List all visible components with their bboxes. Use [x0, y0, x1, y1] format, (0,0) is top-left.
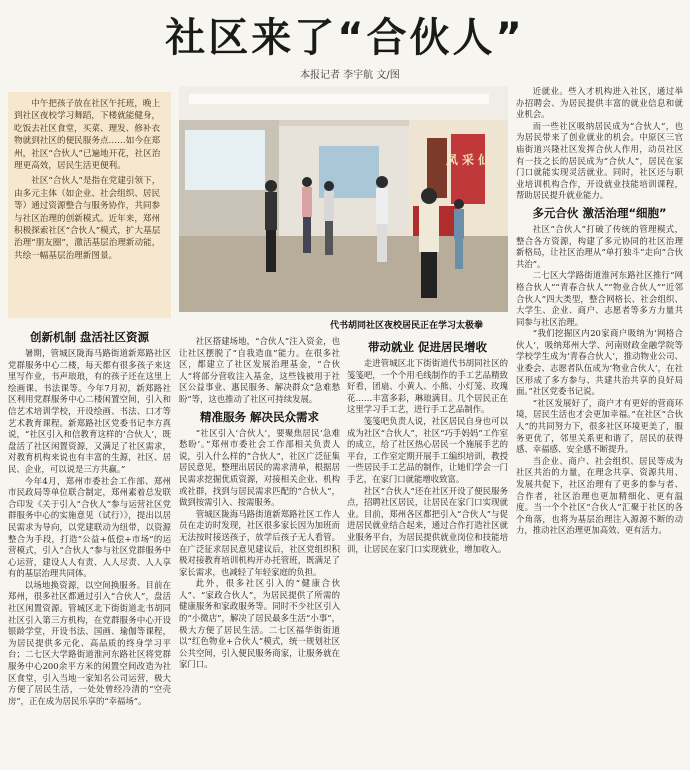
- section-heading: 精准服务 解决民众需求: [199, 409, 319, 424]
- paragraph: “我们挖掘区内20家商户吸纳为‘网格合伙人’，吸纳郑州大学、河南财政金融学院等学校学生成为‘青春合伙人’，推动物业公司、业委会、志愿者队伍成为‘物业合伙人’，在社区形成了多方参与、共建共治共享的良好局面。”社区党委书记说。: [516, 328, 683, 397]
- paragraph: 笺笺吧负责人说，社区居民自身也可以成为社区“合伙人”，社区“巧手妈妈”工作室的成立，给了社区热心居民一个施展手艺的平台，工作室定期开展手工编织培训，教授一些居民手工艺品的制作，让她们学会一门手艺，在家门口就能增收致富。: [347, 415, 508, 484]
- section-heading: 带动就业 促进居民增收: [367, 340, 487, 354]
- byline: 本报记者 李宇航 文/图: [300, 70, 400, 81]
- lead-paragraph: 社区“合伙人”是指在党建引领下，由多元主体（如企业、社会组织、居民等）通过资源整合与服务协作，共同参与社区治理的创新模式。近年来，郑州积极探索社区“合伙人”模式，扩大基层治理“朋友圈”，激活基层治理新动能，共绘一幅基层治理新图景。: [14, 176, 161, 261]
- paragraph: 今年4月，郑州市委社会工作部、郑州市民政局等单位联合制定，郑州素着总发联合印发《关于引入“合伙人”参与运营社区党群服务中心的实施意见（试行）》，提出以居民需求为导向，以党建联动为纽带，以资源整合为手段，打造“公益+低偿+市场”的运营模式，引入“合伙人”参与社区党群服务中心运营，建设人人有责、人人尽责、人人享有的基层治理共同体。: [8, 475, 171, 579]
- paragraph: 二七区大学路街道淮河东路社区推行“网格合伙人”“青春合伙人”“物业合伙人”“近邻合伙人”四大类型，整合网格长、社会组织、大学生、企业、商户、志愿者等多方力量共同参与社区治理。: [516, 270, 683, 327]
- paragraph: 当企业、商户、社会组织、居民等成为社区共治的力量，在理念共享、资源共用、发展共促下，社区治理有了更多的参与者、合作者，社区治理也更加精细化、更有温度。当一个个社区“合伙人”汇聚于社区的各个角落，也将为基层治理注入源源不断的动力，推动社区治理更加高效、更有活力。: [516, 455, 683, 536]
- paragraph: 暑期，管城区陇海马路街道新郑路社区党群服务中心二楼，每天都有很多孩子来这里写作业，书声琅琅，有的孩子还在这里上绘画课、书法课等。今年7月初，新郑路社区利用党群服务中心二楼闲置空间，引入和信艺术培训学校，开设绘画、书法、口才等艺术教育课程。新郑路社区党委书记李方真说，“社区引入和信教育这样的‘合伙人’，既盘活了社区闲置资源，又满足了社区需求，对教育机构来说也有丰富的生源，社区、居民、企业，可以说是三方共赢。”: [8, 348, 171, 474]
- column-3: [347, 336, 508, 766]
- paragraph: 走进管城区北下街街道代书胡同社区的笺笺吧，一个个用毛线制作的手工艺品精致好看，团扇、小黄人、小熊、小灯笼、玫瑰花……丰富多彩，琳琅满目。几个居民正在这里学习手工艺，进行手工艺品制作。: [347, 358, 508, 415]
- paragraph: “社区发展好了，商户才有更好的营商环境，居民生活也才会更加幸福。”在社区“合伙人”的共同努力下，很多社区环境更美了，服务更优了，邻里关系更和谐了，居民的获得感、幸福感、安全感不断提升。: [516, 397, 683, 455]
- section-heading: 多元合伙 激活治理“细胞”: [532, 205, 667, 220]
- paragraph: 社区“合伙人”打破了传统的管理模式，整合各方资源，构建了多元协同的社区治理新格局，让社区治理从“单打独斗”走向“合伙共治”。: [516, 223, 683, 269]
- article-title: 社区来了“合伙人”: [165, 15, 525, 61]
- paragraph: 以场地换资源，以空间换服务。目前在郑州，很多社区都通过引入“合伙人”，盘活社区闲置资源。管城区北下街街道北书胡同社区引入第三方机构，在党群服务中心开设银龄学堂，开设书法、国画、瑜伽等课程，为居民提供多元化、高品质的终身学习平台；二七区大学路街道淮河东路社区将党群服务中心200余平方米的闲置空间改造为社区食堂，引入当地一家知名公司运营，极大方便了居民生活，一处处曾经冷清的“空壳房”，正在成为居民乐享的“幸福场”。: [8, 579, 171, 706]
- paragraph: 管城区陇海马路街道新郑路社区工作人员在走访时发现，社区很多家长因为加班而无法按时接送孩子，放学后孩子无人看管。在广泛征求居民意见建议后，社区党组织积极对接教育培训机构开办托管班，既满足了家长需求，也减轻了年轻家庭的负担。: [179, 508, 340, 577]
- photo-banner-text: 凤 采 仙: [445, 153, 491, 167]
- column-1: [8, 326, 171, 766]
- photo-caption: 代书胡同社区夜校居民正在学习太极拳: [330, 321, 484, 331]
- column-4: [516, 86, 683, 766]
- paragraph: 社区搭建场地，“合伙人”注入资金，也让社区摆脱了“自我造血”能力。在很多社区，都建立了社区发展治理基金，“合伙人”将部分营收注入基金，这些钱被用于社区公益事业、惠民服务、解决群众“急难愁盼”等，这也推动了社区可持续发展。: [179, 336, 340, 404]
- column-2: [179, 336, 340, 766]
- paragraph: 社区“合伙人”还在社区开设了便民服务点，招聘社区居民，让居民在家门口实现就业。目前，郑州各区都把引入“合伙人”与促进居民就业结合起来，通过合作打造社区就业服务平台，为居民提供就业岗位和技能培训，让居民在家门口实现就业，增加收入。: [347, 485, 508, 554]
- paragraph: “社区引入‘合伙人’，要聚焦居民‘急难愁盼’。”郑州市委社会工作部相关负责人说，引入什么样的“合伙人”，社区广泛征集居民意见，整理出居民的需求清单，根据居民需求挖掘优质资源，对接相关企业、机构或社群，找到与居民需求匹配的“合伙人”，做到按需引入、按需服务。: [179, 427, 340, 508]
- section-heading: 创新机制 盘活社区资源: [29, 330, 149, 344]
- lead-box: [8, 92, 171, 318]
- lead-paragraph: 中午把孩子放在社区午托班，晚上到社区夜校学习舞蹈，下楼就能健身，吃饭去社区食堂，买菜、理发、修补衣物就到社区的便民服务点……如今在郑州，社区“合伙人”已遍地开花，社区治理更高效，居民生活更便利。: [14, 99, 161, 172]
- paragraph: 此外，很多社区引入的“健康合伙人”、“家政合伙人”，为居民提供了所需的健康服务和家政服务等。同时不少社区引入的“小微店”，解决了居民最多生活“小事”，极大方便了居民生活。二七区福华街街道以“红色物业+合伙人”模式，统一规划社区公共空间，引入便民服务商家，让服务就在家门口。: [179, 578, 340, 670]
- paragraph: 而一些社区吸纳居民成为“合伙人”，也为居民带来了创业就业的机会。中原区三官庙街道兴隆社区发挥合伙人作用，动员社区有一技之长的居民成为“合伙人”，居民在家门口就能实现灵活就业。同时，社区还与职业培训机构合作，开设就业技能培训课程，帮助居民提升就业能力。: [516, 120, 683, 201]
- paragraph: 近就业。些入才机构进入社区，通过举办招聘会、为居民提供丰富的就业信息和就业机会。: [516, 86, 683, 120]
- article-photo: [179, 86, 508, 312]
